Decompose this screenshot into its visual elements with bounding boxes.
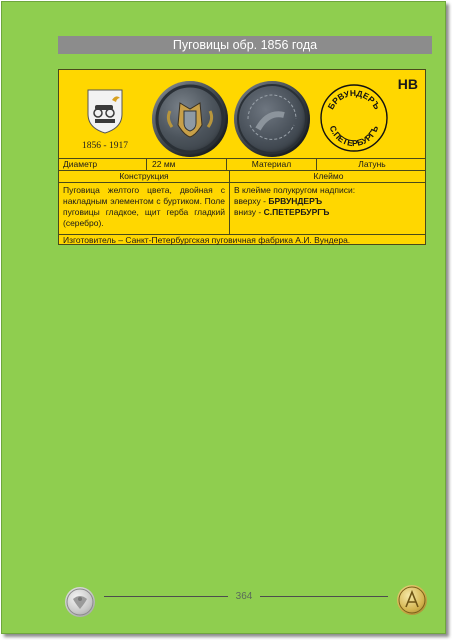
footer-line-right [260,596,388,597]
specs-row [59,158,425,170]
mark-top-line [234,196,423,207]
mark-intro: В клейме полукругом надписи: [234,185,356,195]
footer-line-left [104,596,228,597]
construction-header: Конструкция [119,171,169,181]
code-label: НВ [397,76,418,92]
material-label: Материал [226,159,316,170]
button-front-image [152,81,228,157]
section-header-row [59,170,425,182]
monogram-medallion-icon [397,585,427,615]
stamp-bottom-text: С.ПЕТЕРБУРГЪ [327,124,381,149]
diameter-value: 22 мм [146,159,226,170]
page [1,1,446,634]
mark-bottom-line [234,207,423,218]
mark-top-prefix: вверху - [234,196,269,206]
diameter-label: Диаметр [63,159,98,169]
coat-of-arms-image [86,88,124,134]
years-label: 1856 - 1917 [82,141,128,151]
mark-bottom-prefix: внизу - [234,207,264,217]
material-value: Латунь [316,159,427,170]
eagle-medallion-icon [65,587,95,617]
manufacturer-text: Изготовитель – Санкт-Петербургская пуговичная фабрика А.И. Вундера. [63,235,351,245]
stamp-top-text: БРВУНДЕРЪ [325,87,383,112]
mark-text [229,183,427,234]
button-back-image [234,81,310,157]
mark-bottom-value: С.ПЕТЕРБУРГЪ [263,207,330,217]
mark-top-value: БРВУНДЕРЪ [268,196,323,206]
manufacturer-row [59,234,425,246]
mark-header: Клеймо [229,171,427,182]
page-title: Пуговицы обр. 1856 года [58,36,432,54]
page-number: 364 [235,591,253,602]
description-row [59,182,425,234]
button-card [58,69,426,245]
construction-text: Пуговица желтого цвета, двойная с накладным элементом с буртиком. Поле пуговицы гладкое, щит герба гладкий (серебро). [63,185,225,228]
stamp-drawing [319,83,389,153]
